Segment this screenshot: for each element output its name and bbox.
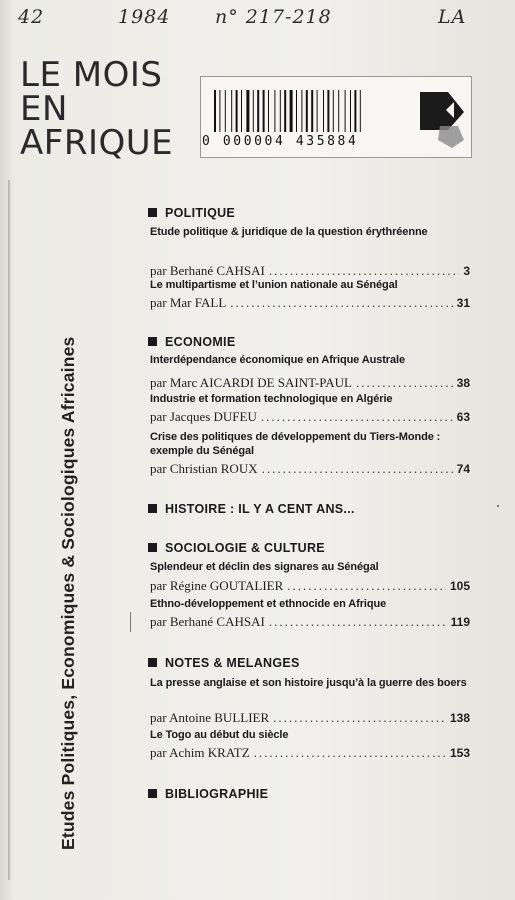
dot-leader — [262, 461, 453, 477]
section-heading — [148, 656, 300, 670]
masthead-line-2: EN — [20, 89, 68, 129]
spine-subtitle: Etudes Politiques, Economiques & Sociologiques Africaines — [58, 336, 78, 850]
dot-leader — [269, 614, 447, 630]
section-bullet-icon — [148, 789, 157, 798]
article-title: Splendeur et déclin des signares au Sénégal — [150, 561, 379, 573]
article-page-number: 3 — [463, 264, 470, 278]
article-title: Etude politique & juridique de la question érythréenne — [150, 226, 428, 238]
article-author: par Berhané CAHSAI — [150, 263, 265, 278]
masthead-line-1: LE MOIS — [20, 55, 163, 95]
section-heading — [148, 335, 235, 349]
article-entry — [150, 263, 470, 279]
article-entry — [150, 461, 470, 477]
dot-leader — [273, 710, 446, 726]
handwritten-code: 42 — [18, 6, 45, 28]
article-entry — [150, 295, 470, 311]
section-heading — [148, 787, 268, 801]
pencil-mark — [130, 612, 131, 632]
masthead-title — [20, 55, 174, 163]
barcode-number: 0 000004 435884 — [202, 134, 359, 149]
article-title: Le Togo au début du siècle — [150, 729, 289, 741]
section-heading-text: POLITIQUE — [165, 206, 236, 220]
article-page-number: 119 — [450, 615, 470, 629]
section-bullet-icon — [148, 658, 157, 667]
dot-leader — [254, 745, 446, 761]
section-heading — [148, 502, 355, 516]
section-bullet-icon — [148, 543, 157, 552]
section-heading-text: NOTES & MELANGES — [165, 656, 300, 670]
article-title: Crise des politiques de développement du Tiers-Monde : exemple du Sénégal — [150, 431, 441, 457]
article-title: La presse anglaise et son histoire jusqu’à la guerre des boers — [150, 677, 467, 689]
handwritten-issue: n° 217-218 — [215, 6, 332, 28]
section-heading — [148, 206, 235, 220]
article-author: par Jacques DUFEU — [150, 409, 257, 424]
article-entry — [150, 578, 470, 594]
barcode-bars — [214, 90, 394, 132]
article-title: Le multipartisme et l’union nationale au Sénégal — [150, 279, 398, 291]
dot-leader — [287, 578, 446, 594]
article-page-number: 138 — [449, 711, 470, 725]
handwritten-shelfmark: LA — [438, 6, 467, 28]
article-author: par Mar FALL — [150, 295, 227, 310]
masthead-line-3: AFRIQUE — [20, 123, 174, 163]
page-edge-line — [8, 180, 10, 880]
library-logo-icon — [418, 90, 466, 150]
article-author: par Régine GOUTALIER — [150, 578, 284, 593]
article-entry — [150, 409, 470, 425]
section-bullet-icon — [148, 337, 157, 346]
dot-leader — [356, 375, 453, 391]
speck — [497, 505, 499, 507]
article-page-number: 31 — [456, 296, 470, 310]
article-author: par Berhané CAHSAI — [150, 614, 265, 629]
article-author: par Christian ROUX — [150, 461, 258, 476]
section-bullet-icon — [148, 208, 157, 217]
article-author: par Antoine BULLIER — [150, 710, 270, 725]
dot-leader — [230, 295, 452, 311]
article-entry — [150, 375, 470, 391]
article-page-number: 38 — [456, 376, 470, 390]
article-entry — [150, 745, 470, 761]
article-title: Ethno-développement et ethnocide en Afrique — [150, 598, 387, 610]
article-page-number: 105 — [449, 579, 470, 593]
section-heading-text: HISTOIRE : IL Y A CENT ANS... — [165, 502, 355, 516]
article-author: par Achim KRATZ — [150, 745, 250, 760]
article-entry — [150, 710, 470, 726]
section-bullet-icon — [148, 504, 157, 513]
article-page-number: 74 — [456, 462, 470, 476]
section-heading-text: BIBLIOGRAPHIE — [165, 787, 269, 801]
dot-leader — [261, 409, 453, 425]
article-entry — [150, 614, 470, 630]
handwritten-year: 1984 — [118, 6, 171, 28]
section-heading-text: SOCIOLOGIE & CULTURE — [165, 541, 325, 555]
article-page-number: 153 — [449, 746, 470, 760]
article-title: Interdépendance économique en Afrique Australe — [150, 354, 405, 366]
dot-leader — [269, 263, 460, 279]
section-heading-text: ECONOMIE — [165, 335, 236, 349]
article-title: Industrie et formation technologique en Algérie — [150, 393, 393, 405]
article-author: par Marc AICARDI DE SAINT-PAUL — [150, 375, 352, 390]
article-page-number: 63 — [456, 410, 470, 424]
section-heading — [148, 541, 325, 555]
